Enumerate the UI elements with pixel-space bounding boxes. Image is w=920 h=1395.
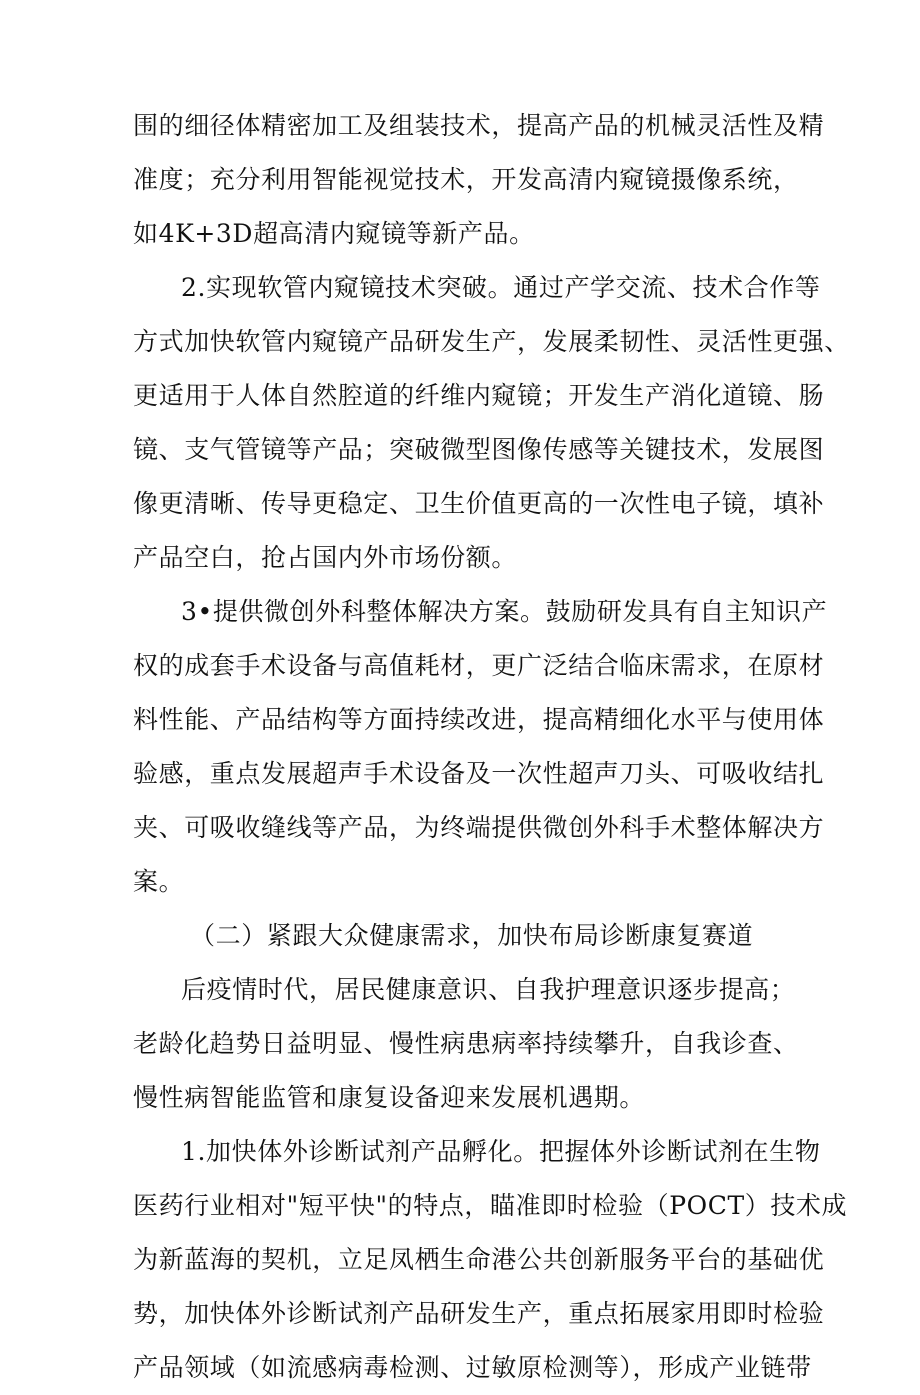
text-line: 产品领域（如流感病毒检测、过敏原检测等），形成产业链带 — [133, 1353, 812, 1382]
text-line: 医药行业相对"短平快"的特点，瞄准即时检验（POCT）技术成 — [133, 1191, 848, 1220]
section-heading-diagnostics-rehab — [133, 909, 797, 963]
text-line: 为新蓝海的契机，立足凤栖生命港公共创新服务平台的基础优 — [133, 1245, 825, 1274]
text-line: 围的细径体精密加工及组装技术，提高产品的机械灵活性及精 — [133, 111, 825, 140]
text-line: 慢性病智能监管和康复设备迎来发展机遇期。 — [133, 1083, 646, 1112]
text-line: 2.实现软管内窥镜技术突破。通过产学交流、技术合作等 — [181, 273, 821, 302]
document-body — [133, 99, 850, 1395]
text-line: 验感，重点发展超声手术设备及一次性超声刀头、可吸收结扎 — [133, 759, 825, 788]
text-line: 案。 — [133, 867, 185, 896]
paragraph-ivd-reagents — [133, 1125, 848, 1395]
text-line: 料性能、产品结构等方面持续改进，提高精细化水平与使用体 — [133, 705, 825, 734]
text-line: 夹、可吸收缝线等产品，为终端提供微创外科手术整体解决方 — [133, 813, 825, 842]
text-line: 如4K+3D超高清内窥镜等新产品。 — [133, 219, 535, 248]
text-line: 方式加快软管内窥镜产品研发生产，发展柔韧性、灵活性更强、 — [133, 327, 850, 356]
paragraph-post-pandemic — [133, 963, 797, 1125]
text-line: 准度；充分利用智能视觉技术，开发高清内窥镜摄像系统， — [133, 165, 799, 194]
text-line: 3•提供微创外科整体解决方案。鼓励研发具有自主知识产 — [181, 597, 828, 626]
paragraph-endoscope-continuation — [133, 99, 825, 261]
paragraph-minimally-invasive-solutions — [133, 585, 828, 909]
text-line: 老龄化趋势日益明显、慢性病患病率持续攀升，自我诊查、 — [133, 1029, 799, 1058]
text-line: 后疫情时代，居民健康意识、自我护理意识逐步提高； — [181, 975, 796, 1004]
text-line: 势，加快体外诊断试剂产品研发生产，重点拓展家用即时检验 — [133, 1299, 825, 1328]
text-line: 镜、支气管镜等产品；突破微型图像传感等关键技术，发展图 — [133, 435, 825, 464]
text-line: 权的成套手术设备与高值耗材，更广泛结合临床需求，在原材 — [133, 651, 825, 680]
text-line: 1.加快体外诊断试剂产品孵化。把握体外诊断试剂在生物 — [181, 1137, 821, 1166]
text-line: 像更清晰、传导更稳定、卫生价值更高的一次性电子镜，填补 — [133, 489, 825, 518]
section-heading-line: （二）紧跟大众健康需求，加快布局诊断康复赛道 — [190, 921, 754, 950]
text-line: 产品空白，抢占国内外市场份额。 — [133, 543, 518, 572]
paragraph-flexible-endoscope — [133, 261, 850, 585]
text-line: 更适用于人体自然腔道的纤维内窥镜；开发生产消化道镜、肠 — [133, 381, 825, 410]
